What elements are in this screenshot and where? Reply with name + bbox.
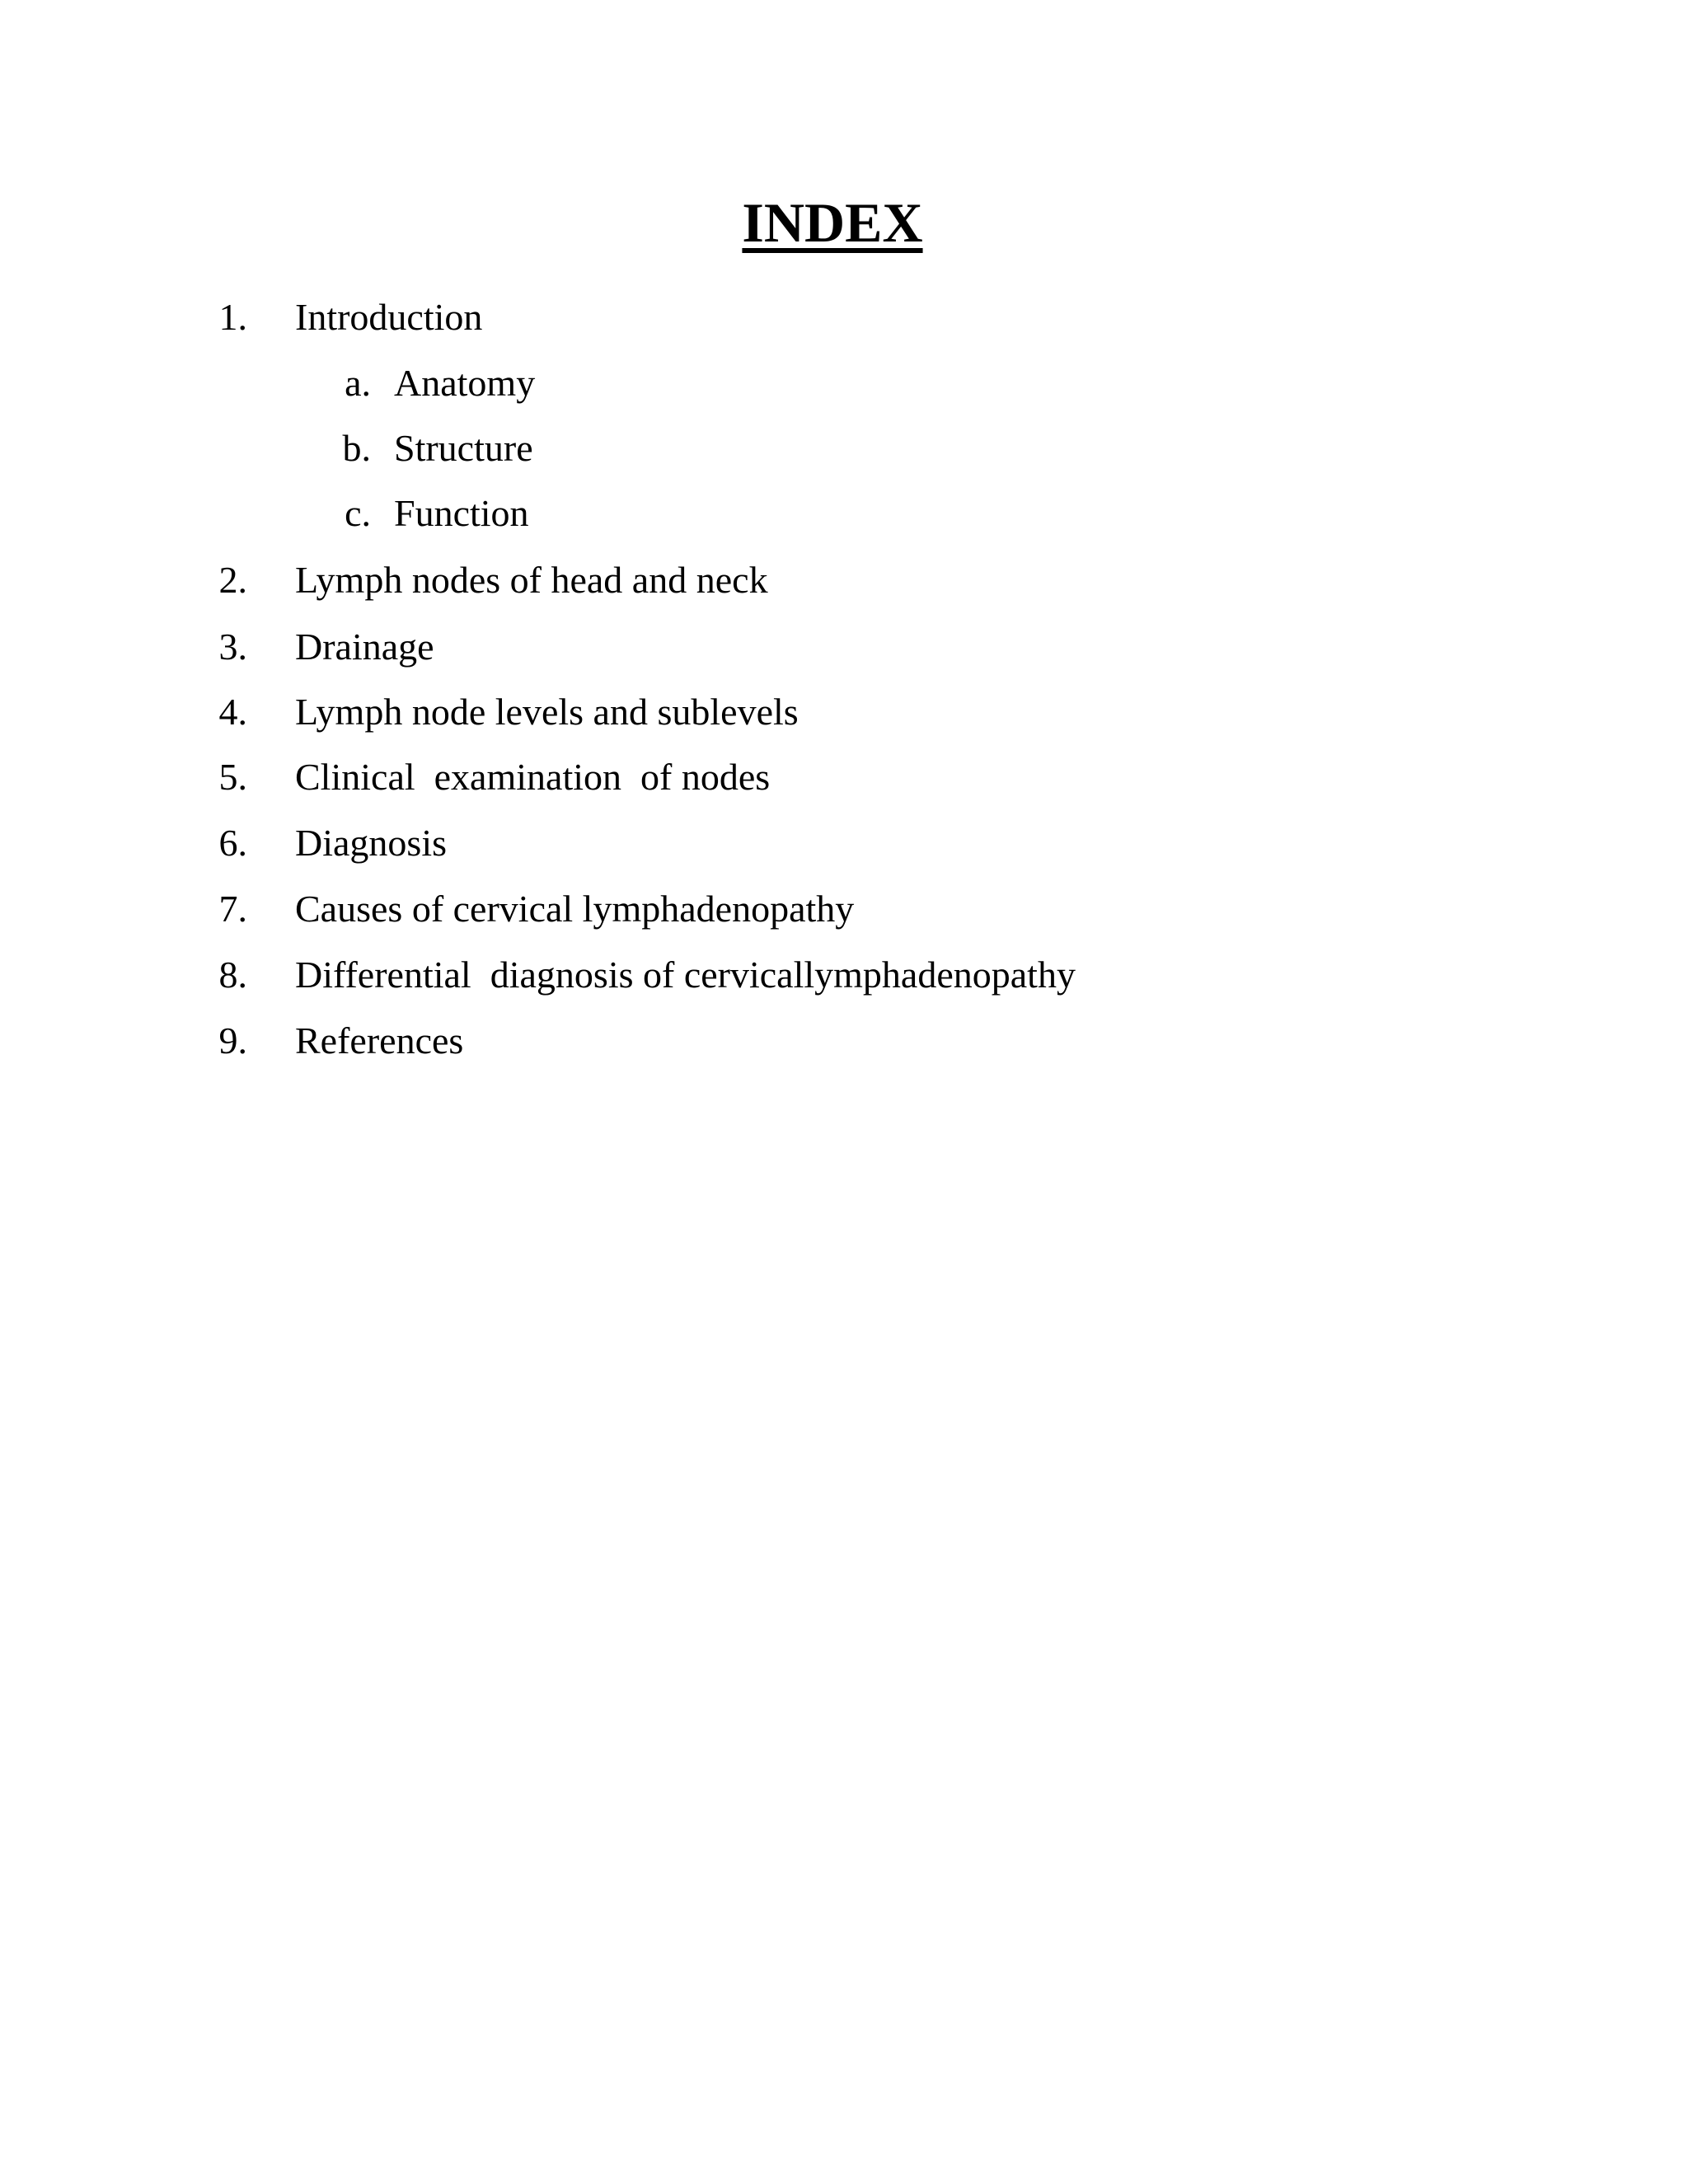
index-item-label: References — [295, 1019, 464, 1062]
page-title-text: INDEX — [742, 191, 923, 254]
index-item-number: 7. — [218, 888, 247, 930]
index-subitem-label: Function — [394, 492, 529, 534]
index-item-diagnosis — [0, 824, 1688, 870]
index-subitem-label: Structure — [394, 427, 533, 469]
index-subitem-letter: c. — [345, 492, 371, 534]
index-item-number: 1. — [218, 296, 247, 338]
index-item-differential-diagnosis — [0, 956, 1688, 1002]
index-item-drainage — [0, 628, 1688, 674]
index-item-label: Lymph node levels and sublevels — [295, 691, 799, 733]
index-item-number: 9. — [218, 1019, 247, 1062]
index-item-label: Causes of cervical lymphadenopathy — [295, 888, 855, 930]
index-subitem-letter: b. — [342, 427, 371, 469]
index-subitem-structure — [0, 429, 1688, 476]
page-title — [0, 191, 1665, 254]
index-item-label: Introduction — [295, 296, 483, 338]
index-item-number: 4. — [218, 691, 247, 733]
index-item-number: 5. — [218, 756, 247, 798]
index-item-number: 2. — [218, 559, 247, 601]
index-item-label: Lymph nodes of head and neck — [295, 559, 768, 601]
index-subitem-anatomy — [0, 364, 1688, 410]
index-item-label: Drainage — [295, 626, 434, 668]
index-item-causes — [0, 890, 1688, 936]
index-subitem-letter: a. — [345, 362, 371, 404]
index-item-label: Clinical examination of nodes — [295, 756, 771, 798]
index-item-references — [0, 1019, 1688, 1068]
index-subitem-label: Anatomy — [394, 362, 536, 404]
index-item-lymph-nodes — [0, 561, 1688, 607]
index-item-node-levels — [0, 693, 1688, 739]
index-item-number: 6. — [218, 822, 247, 864]
index-item-introduction — [0, 298, 1688, 344]
index-item-label: Diagnosis — [295, 822, 447, 864]
index-item-label: Differential diagnosis of cervicallymphadenopathy — [295, 954, 1076, 996]
index-item-clinical-examination — [0, 758, 1688, 804]
index-subitem-function — [0, 494, 1688, 541]
index-item-number: 3. — [218, 626, 247, 668]
index-item-number: 8. — [218, 954, 247, 996]
